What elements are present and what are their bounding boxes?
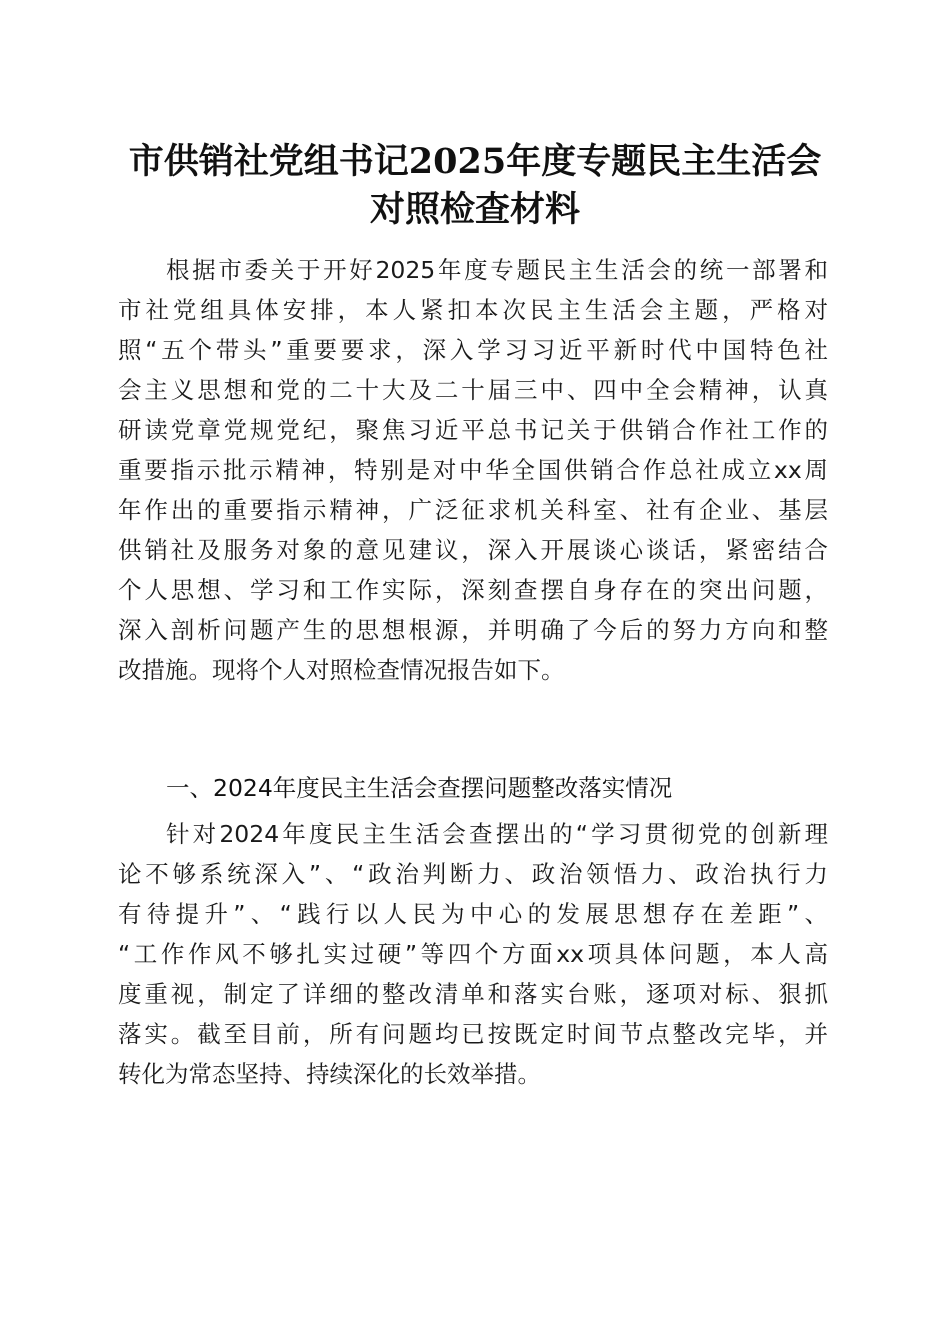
intro-line: 改措施。现将个人对照检查情况报告如下。	[118, 656, 565, 684]
section-1-line: 针对2024年度民主生活会查摆出的“学习贯彻党的创新理	[166, 820, 828, 848]
document-title-line-1: 市供销社党组书记2025年度专题民主生活会	[128, 141, 822, 182]
intro-line: 照“五个带头”重要要求，深入学习习近平新时代中国特色社	[118, 336, 828, 364]
section-1-line: 有待提升”、“践行以人民为中心的发展思想存在差距”、	[118, 900, 828, 928]
section-1-line: 度重视，制定了详细的整改清单和落实台账，逐项对标、狠抓	[118, 980, 828, 1008]
section-1-paragraph	[118, 814, 828, 1094]
section-1-heading-block	[118, 768, 828, 808]
document-title-line-2: 对照检查材料	[369, 189, 580, 230]
intro-line: 根据市委关于开好2025年度专题民主生活会的统一部署和	[166, 256, 828, 284]
section-1-line: 落实。截至目前，所有问题均已按既定时间节点整改完毕，并	[118, 1020, 828, 1048]
section-1-heading: 一、2024年度民主生活会查摆问题整改落实情况	[166, 774, 673, 802]
section-1-line: 转化为常态坚持、持续深化的长效举措。	[118, 1060, 541, 1088]
section-1-line: 论不够系统深入”、“政治判断力、政治领悟力、政治执行力	[118, 860, 828, 888]
intro-paragraph	[118, 250, 828, 690]
intro-line: 市社党组具体安排，本人紧扣本次民主生活会主题，严格对	[118, 296, 828, 324]
intro-line: 个人思想、学习和工作实际，深刻查摆自身存在的突出问题，	[118, 576, 828, 604]
intro-line: 重要指示批示精神，特别是对中华全国供销合作总社成立xx周	[118, 456, 828, 484]
section-1-line: “工作作风不够扎实过硬”等四个方面xx项具体问题，本人高	[118, 940, 828, 968]
intro-line: 年作出的重要指示精神，广泛征求机关科室、社有企业、基层	[118, 496, 828, 524]
intro-line: 供销社及服务对象的意见建议，深入开展谈心谈话，紧密结合	[118, 536, 828, 564]
intro-line: 会主义思想和党的二十大及二十届三中、四中全会精神，认真	[118, 376, 828, 404]
intro-line: 研读党章党规党纪，聚焦习近平总书记关于供销合作社工作的	[118, 416, 828, 444]
intro-line: 深入剖析问题产生的思想根源，并明确了今后的努力方向和整	[118, 616, 828, 644]
